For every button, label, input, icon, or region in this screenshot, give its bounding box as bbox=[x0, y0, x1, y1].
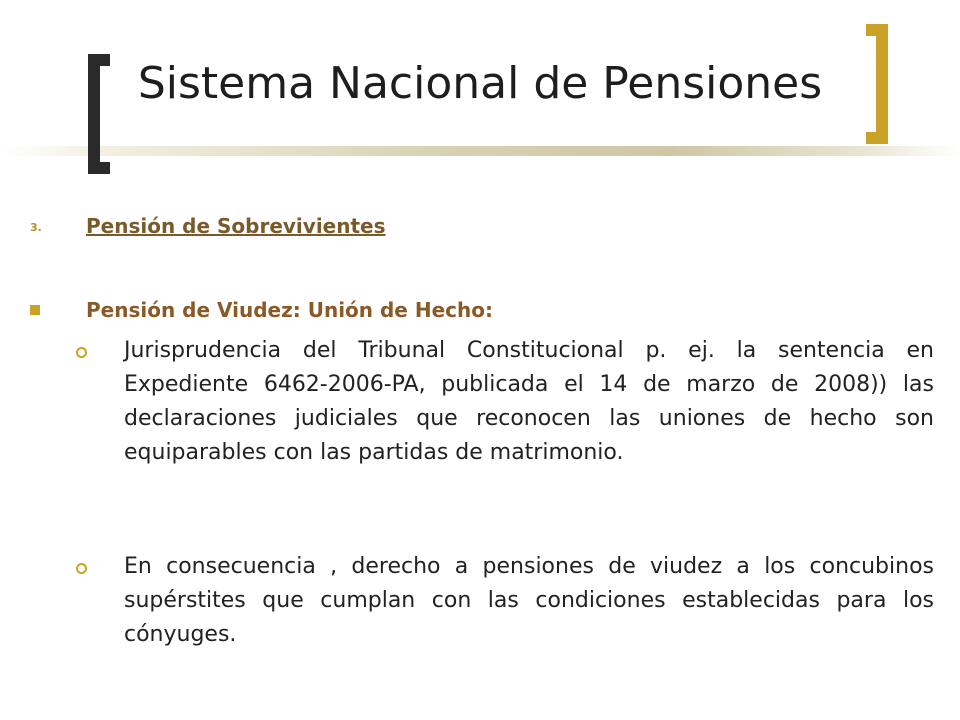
right-bracket-decoration bbox=[866, 24, 888, 144]
section-label: Pensión de Sobrevivientes bbox=[86, 214, 386, 238]
title-underline-band bbox=[0, 146, 960, 156]
list-item bbox=[76, 334, 934, 470]
square-bullet-icon bbox=[30, 305, 40, 315]
slide-title: Sistema Nacional de Pensiones bbox=[137, 58, 823, 110]
list-item bbox=[76, 550, 934, 652]
section-heading bbox=[30, 214, 386, 238]
left-bracket-decoration bbox=[88, 54, 110, 174]
ring-bullet-icon bbox=[76, 347, 87, 358]
subsection-heading bbox=[30, 298, 493, 322]
bullet-text: En consecuencia , derecho a pensiones de viudez a los concubinos supérstites que cumplan con las condiciones establecidas para los cónyuges. bbox=[124, 554, 934, 647]
bullet-text: Jurisprudencia del Tribunal Constitucional p. ej. la sentencia en Expediente 6462-2006-PA, publicada el 14 de marzo de 2008)) las declaraciones judiciales que reconocen las uniones de hecho son equiparables con las partidas de matrimonio. bbox=[124, 338, 934, 465]
section-number: 3. bbox=[30, 221, 42, 234]
ring-bullet-icon bbox=[76, 563, 87, 574]
subsection-label: Pensión de Viudez: Unión de Hecho: bbox=[86, 298, 493, 322]
